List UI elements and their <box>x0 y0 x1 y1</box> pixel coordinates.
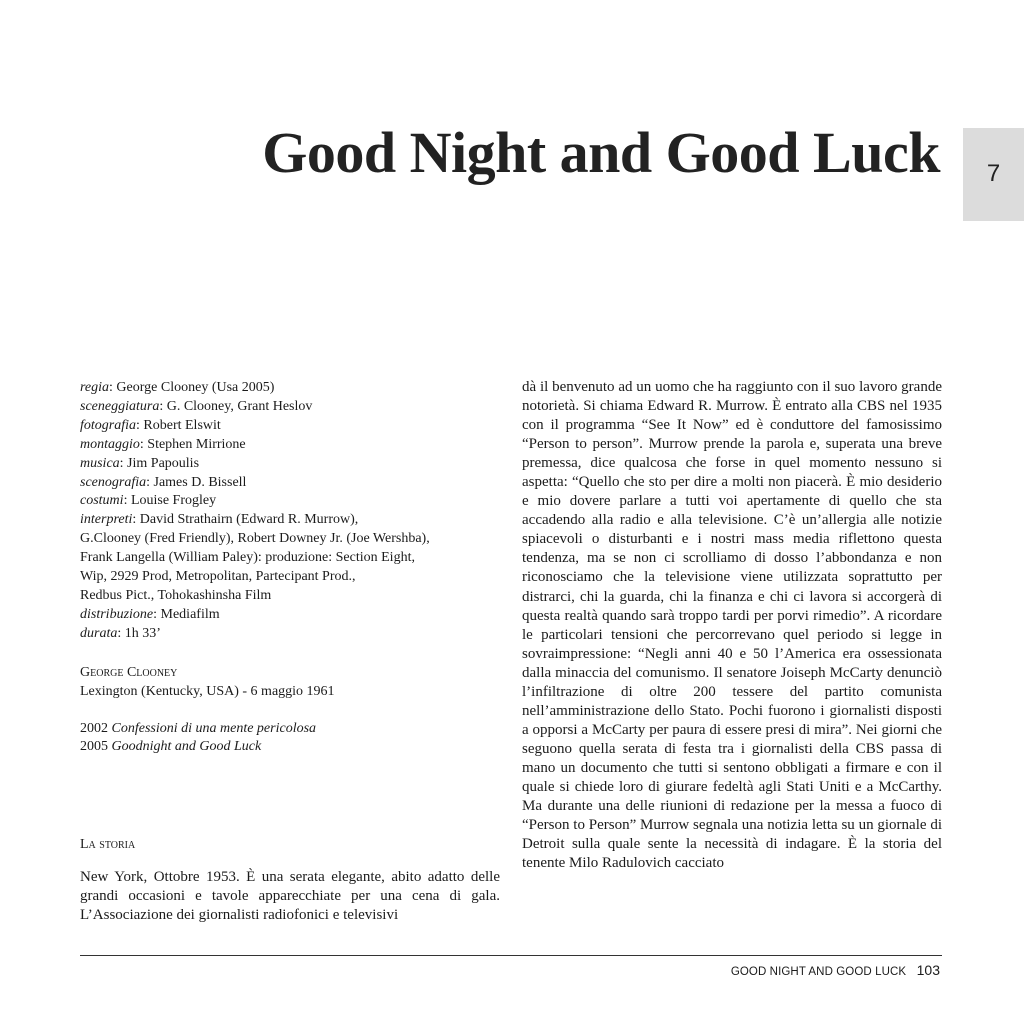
cast-line: Redbus Pict., Tohokashinsha Film <box>80 587 272 603</box>
credit-value: : George Clooney (Usa 2005) <box>109 380 275 395</box>
credit-value: : Jim Papoulis <box>119 455 200 471</box>
credit-value: : G. Clooney, Grant Heslov <box>159 398 313 414</box>
director-birth: Lexington (Kentucky, USA) - 6 maggio 1961 <box>80 683 335 699</box>
story-text-left: New York, Ottobre 1953. È una serata elegante, abito adatto delle grandi occasioni e tavole apparecchiate per una cena di gala. L’Associazione dei giornalisti radiofonici e televisivi <box>80 869 500 924</box>
film-title: Confessioni di una mente pericolosa <box>111 720 317 736</box>
credit-value: : David Strathairn (Edward R. Murrow), <box>132 512 359 528</box>
story-text-right: dà il benvenuto ad un uomo che ha raggiunto con il suo lavoro grande notorietà. Si chiama Edward R. Murrow. È entrato alla CBS nel 1935 con il programma “See It Now” ed è conduttore del famosissimo “Person to person”. Murrow prende la parola e, superata una breve premessa, dice qualcosa che forse in quel momento nessuno si aspetta: “Quello che sto per dire a molti non piacerà. È mio desiderio e mio dovere parlare a tutti voi apertamente di quello che sta accadendo alla radio e alla televisione. C’è un’allergia alle notizie spiacevoli o disturbanti e i nostri mass media riflettono questa tendenza, ma se non ci scrolliamo di dosso l’abbondanza e non riconosciamo che la televisione viene utilizzata soprattutto per distrarci, chi la guarda, chi la finanza e chi ci lavora si accorgerà di questa realtà quando sarà troppo tardi per porvi rimedio”. A ricordare le particolari tensioni che percorrevano quel periodo si legge in sovraimpressione: “Negli anni 40 e 50 l’America era ossessionata dalla minaccia del comunismo. Il senatore Joiseph McCarty denunciò l’infiltrazione di oltre 200 tessere del partito comunista nell’amministrazione dello Stato. Pochi fuorono i giornalisti disposti a opporsi a McCarty per paura di essere presi di mira”. Nei giorni che seguono quella serata di festa tra i giornalisti della CBS passa di mano un documento che tutti si sentono obbligati a firmare e con il quale si chiede loro di giurare fedeltà agli Stati Uniti e a McCarthy. Ma durante una delle riunioni di redazione per la messa a fuoco di “Person to Person” Murrow segnala una notizia letta su un giornale di Detroit sulla quale sente la necessità di indagare. È la storia del tenente Milo Radulovich cacciato <box>522 379 942 872</box>
credit-value: : 1h 33’ <box>117 625 161 641</box>
left-column <box>80 379 500 925</box>
credit-distribution <box>80 606 500 625</box>
credit-label: fotografia <box>80 417 137 433</box>
footer-rule <box>80 955 942 956</box>
credits-list <box>80 379 500 644</box>
credit-duration <box>80 625 500 644</box>
page-title: Good Night and Good Luck <box>262 120 940 185</box>
right-column <box>522 378 942 873</box>
credit-label: durata <box>80 625 118 641</box>
credit-director <box>80 379 500 398</box>
credit-music <box>80 455 500 474</box>
credit-value: : James D. Bissell <box>146 474 247 490</box>
credit-label: distribuzione <box>80 606 154 622</box>
cast-line: G.Clooney (Fred Friendly), Robert Downey Jr. (Joe Wershba), <box>80 531 430 547</box>
credit-screenplay <box>80 398 500 417</box>
credit-label: interpreti <box>80 512 133 528</box>
running-title: GOOD NIGHT AND GOOD LUCK <box>730 966 907 978</box>
cast-line: Frank Langella (William Paley): produzione: Section Eight, <box>80 550 415 566</box>
filmography <box>80 720 500 758</box>
credit-photography <box>80 417 500 436</box>
credit-costumes <box>80 492 500 511</box>
film-year: 2005 <box>80 739 108 755</box>
filmography-item <box>80 738 500 757</box>
chapter-number: 7 <box>986 160 1001 187</box>
chapter-tab <box>963 128 1024 221</box>
director-bio <box>80 664 500 702</box>
credit-label: sceneggiatura <box>80 398 160 414</box>
credit-value: : Stephen Mirrione <box>139 436 246 452</box>
page-number: 103 <box>916 962 940 978</box>
credit-value: : Louise Frogley <box>123 493 217 509</box>
credit-label: montaggio <box>80 436 140 452</box>
credit-cast <box>80 511 500 530</box>
credit-set-design <box>80 474 500 493</box>
footer <box>731 962 940 980</box>
section-heading: La storia <box>80 837 136 853</box>
credit-label: scenografia <box>80 474 147 490</box>
filmography-item <box>80 720 500 739</box>
credit-label: costumi <box>80 493 124 509</box>
director-name: George Clooney <box>80 664 178 680</box>
cast-line: Wip, 2929 Prod, Metropolitan, Partecipant Prod., <box>80 569 356 585</box>
credit-editing <box>80 436 500 455</box>
credit-label: musica <box>80 455 120 471</box>
film-title: Goodnight and Good Luck <box>111 739 262 755</box>
credit-value: : Mediafilm <box>153 606 220 622</box>
credit-label: regia <box>80 380 110 395</box>
film-year: 2002 <box>80 720 108 736</box>
credit-value: : Robert Elswit <box>136 417 221 433</box>
